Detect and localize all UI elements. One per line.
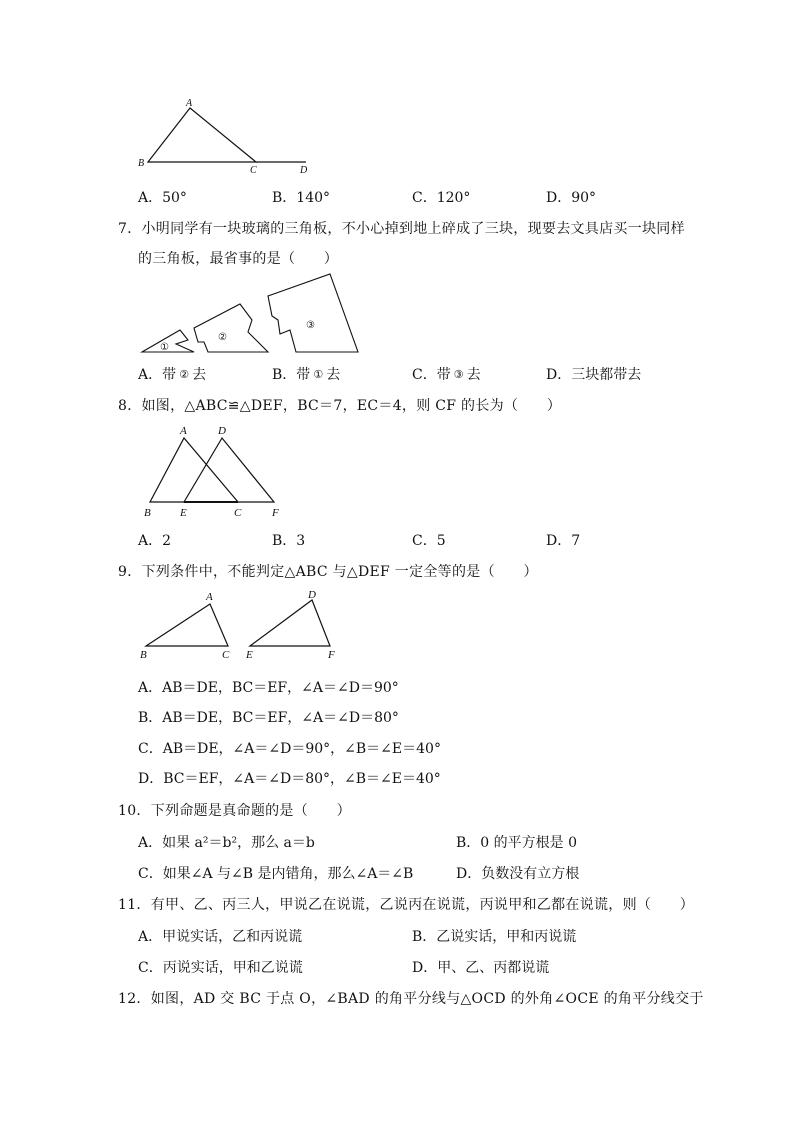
q8-label-C: C: [234, 507, 242, 519]
q6-label-C: C: [250, 165, 257, 176]
q12-stem: 12．如图，AD 交 BC 于点 O，∠BAD 的角平分线与△OCD 的外角∠OCE 的角平分线交于: [118, 991, 704, 1007]
q6-label-D: D: [300, 165, 308, 176]
q7-option-a-suffix: 去: [192, 367, 207, 383]
q10-option-a: A．如果 a²＝b²，那么 a＝b: [138, 835, 315, 851]
q7-piece-3-label: ③: [306, 320, 315, 331]
q8-option-c: C．5: [412, 533, 446, 549]
q7-piece-1-label: ①: [160, 342, 169, 353]
q7-option-a-prefix: A．带: [138, 367, 177, 383]
q11-option-b: B．乙说实话，甲和丙说谎: [412, 929, 577, 945]
q7-option-a: [138, 364, 206, 384]
q8-option-a: A．2: [138, 533, 172, 549]
q7-option-d: D．三块都带去: [546, 367, 642, 383]
q7-option-b-suffix: 去: [326, 367, 341, 383]
q11-option-c: C．丙说实话，甲和乙说谎: [138, 960, 303, 976]
q8-label-A: A: [180, 425, 187, 437]
q8-congruent-triangles-figure: [138, 422, 298, 520]
q6-option-c: C．120°: [412, 190, 471, 206]
q7-option-c: [412, 364, 481, 384]
q9-label-F: F: [328, 649, 335, 661]
q8-label-B: B: [144, 507, 151, 519]
q8-label-F: F: [272, 507, 279, 519]
q6-label-B: B: [138, 158, 145, 169]
q10-option-d: D．负数没有立方根: [456, 866, 580, 882]
q9-option-a: A．AB＝DE，BC＝EF，∠A＝∠D＝90°: [138, 680, 399, 696]
q7-stem-line1: 7．小明同学有一块玻璃的三角板，不小心掉到地上碎成了三块，现要去文具店买一块同样: [118, 221, 685, 237]
q9-option-d: D．BC＝EF，∠A＝∠D＝80°，∠B＝∠E＝40°: [138, 771, 441, 787]
q9-triangles-figure: [136, 586, 346, 662]
q10-option-c: C．如果∠A 与∠B 是内错角，那么∠A＝∠B: [138, 866, 414, 882]
q7-option-c-mark: ③: [453, 368, 464, 381]
q9-label-B: B: [140, 649, 147, 661]
q7-glass-pieces-figure: [138, 272, 368, 358]
q11-stem: 11．有甲、乙、丙三人，甲说乙在说谎，乙说丙在说谎，丙说甲和乙都在说谎，则（ ）: [118, 897, 695, 913]
q8-option-b: B．3: [272, 533, 306, 549]
q10-stem: 10．下列命题是真命题的是（ ）: [118, 803, 351, 819]
q7-option-c-suffix: 去: [466, 367, 481, 383]
q8-stem: 8．如图，△ABC≌△DEF，BC＝7，EC＝4，则 CF 的长为（ ）: [118, 398, 562, 414]
q7-option-a-mark: ②: [179, 368, 190, 381]
q6-option-a: A．50°: [138, 190, 187, 206]
q7-option-b-prefix: B．带: [272, 367, 311, 383]
q8-label-E: E: [180, 507, 187, 519]
q9-option-b: B．AB＝DE，BC＝EF，∠A＝∠D＝80°: [138, 710, 399, 726]
q6-option-b: B．140°: [272, 190, 331, 206]
q6-label-A: A: [186, 98, 193, 109]
q9-stem: 9．下列条件中，不能判定△ABC 与△DEF 一定全等的是（ ）: [118, 564, 538, 580]
q10-option-b: B．0 的平方根是 0: [456, 835, 578, 851]
q7-option-b: [272, 364, 340, 384]
q9-option-c: C．AB＝DE，∠A＝∠D＝90°，∠B＝∠E＝40°: [138, 741, 441, 757]
q6-triangle-figure: [130, 96, 320, 178]
q9-label-C: C: [222, 649, 230, 661]
q7-option-c-prefix: C．带: [412, 367, 451, 383]
q7-option-b-mark: ①: [313, 368, 324, 381]
q9-label-D: D: [308, 589, 316, 601]
q7-stem-line2: 的三角板，最省事的是（ ）: [138, 251, 339, 267]
q11-option-a: A．甲说实话，乙和丙说谎: [138, 929, 303, 945]
q9-label-E: E: [246, 649, 253, 661]
q9-label-A: A: [206, 591, 213, 603]
q6-option-d: D．90°: [546, 190, 597, 206]
q7-piece-2-label: ②: [218, 332, 227, 343]
q8-label-D: D: [218, 425, 226, 437]
q8-option-d: D．7: [546, 533, 581, 549]
q11-option-d: D．甲、乙、丙都说谎: [412, 960, 550, 976]
